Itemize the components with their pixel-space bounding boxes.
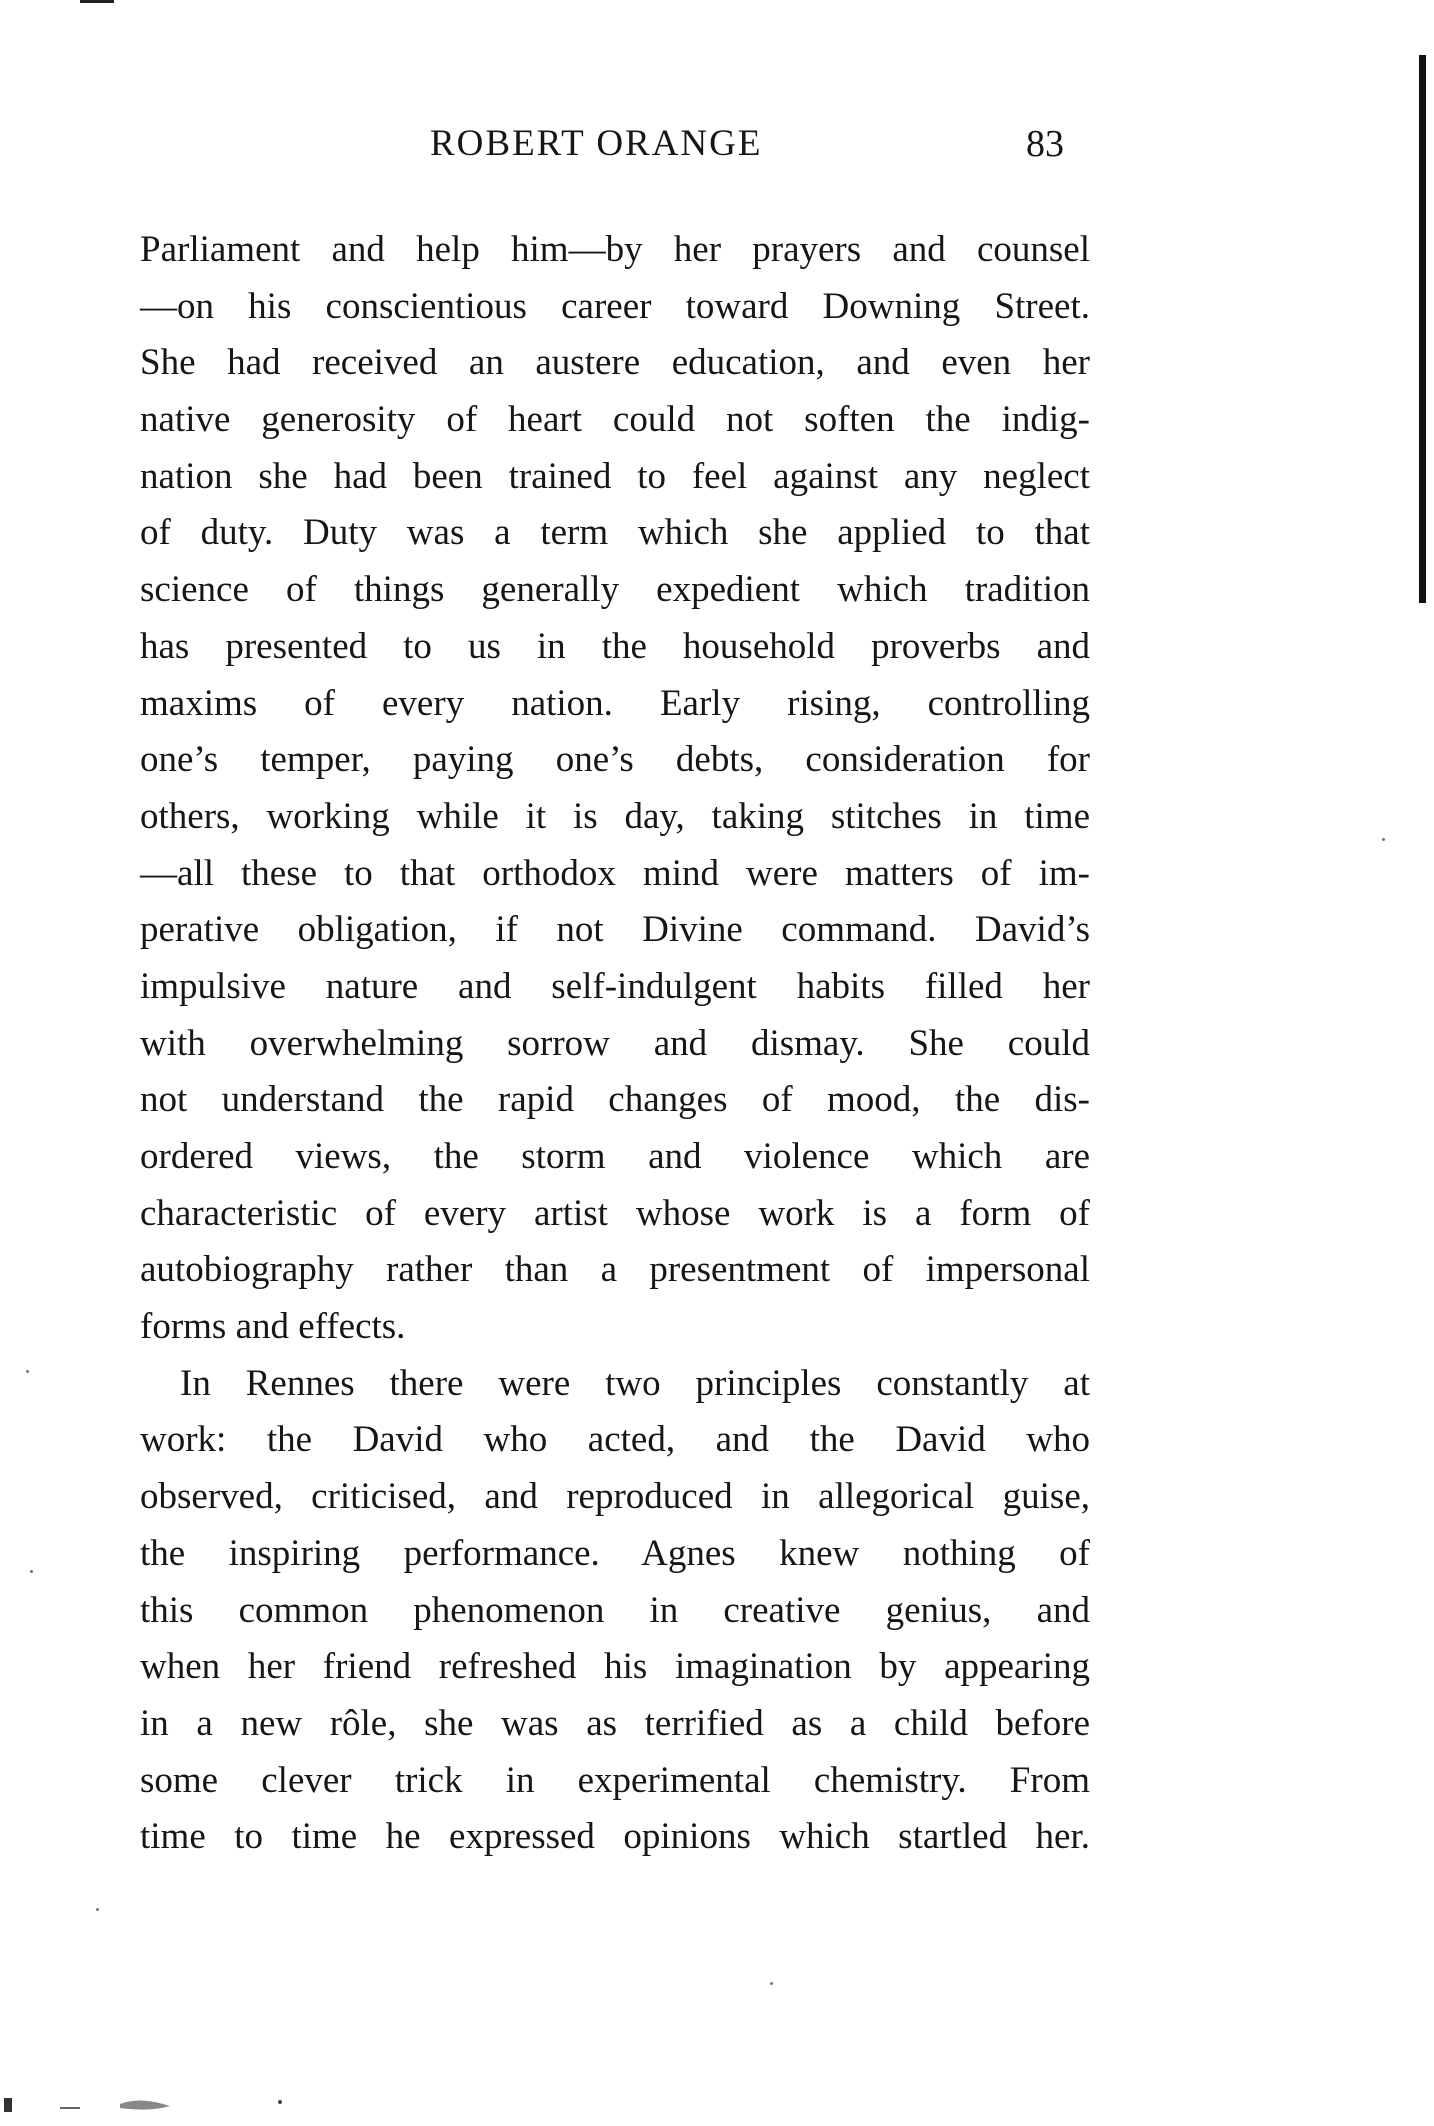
speckle bbox=[30, 1570, 33, 1573]
smudge-mark bbox=[4, 2098, 12, 2112]
text-line: nation she had been trained to feel against any neglect bbox=[140, 455, 1090, 497]
text-line: in a new rôle, she was as terrified as a child before bbox=[140, 1702, 1090, 1744]
speckle bbox=[770, 1982, 773, 1985]
text-line: time to time he expressed opinions which startled her. bbox=[140, 1816, 1090, 1858]
speckle bbox=[26, 1370, 29, 1373]
running-title: ROBERT ORANGE bbox=[430, 123, 763, 164]
text-line: autobiography rather than a presentment of impersonal bbox=[140, 1249, 1090, 1291]
speckle bbox=[96, 1908, 99, 1911]
page-number: 83 bbox=[1026, 123, 1064, 165]
running-head bbox=[140, 114, 1090, 174]
text-line: forms and effects. bbox=[140, 1306, 406, 1348]
text-line: this common phenomenon in creative genius, and bbox=[140, 1589, 1090, 1631]
text-line: perative obligation, if not Divine command. David’s bbox=[140, 909, 1090, 951]
text-line: ordered views, the storm and violence which are bbox=[140, 1136, 1090, 1177]
text-line: Parliament and help him—by her prayers and counsel bbox=[140, 229, 1090, 270]
text-line: impulsive nature and self-indulgent habits filled her bbox=[140, 965, 1090, 1007]
text-line: when her friend refreshed his imagination by appearing bbox=[140, 1646, 1090, 1688]
speckle bbox=[1382, 838, 1385, 841]
text-line: science of things generally expedient which tradition bbox=[140, 569, 1090, 611]
text-line: native generosity of heart could not soften the indig- bbox=[140, 399, 1090, 441]
text-line: —on his conscientious career toward Downing Street. bbox=[140, 285, 1090, 327]
text-line: one’s temper, paying one’s debts, consideration for bbox=[140, 739, 1090, 781]
text-line: of duty. Duty was a term which she applied to that bbox=[140, 512, 1090, 554]
body-text bbox=[140, 222, 1090, 1866]
text-line: others, working while it is day, taking stitches in time bbox=[140, 795, 1090, 837]
text-line: maxims of every nation. Early rising, controlling bbox=[140, 682, 1090, 724]
text-line: She had received an austere education, and even her bbox=[140, 342, 1090, 384]
paragraph-2 bbox=[140, 1356, 1090, 1866]
text-line: the inspiring performance. Agnes knew nothing of bbox=[140, 1532, 1090, 1574]
page-edge-shadow bbox=[1419, 55, 1426, 603]
text-line: with overwhelming sorrow and dismay. She could bbox=[140, 1022, 1090, 1064]
text-line: some clever trick in experimental chemistry. From bbox=[140, 1759, 1090, 1801]
text-line: In Rennes there were two principles constantly at bbox=[180, 1362, 1090, 1404]
bottom-smudge bbox=[0, 2090, 320, 2120]
text-line: observed, criticised, and reproduced in allegorical guise, bbox=[140, 1476, 1090, 1518]
text-line: work: the David who acted, and the David who bbox=[140, 1419, 1090, 1461]
text-line: —all these to that orthodox mind were matters of im- bbox=[140, 852, 1090, 894]
text-line: characteristic of every artist whose work is a form of bbox=[140, 1192, 1090, 1234]
text-line: has presented to us in the household proverbs and bbox=[140, 625, 1090, 667]
paragraph-1 bbox=[140, 222, 1090, 1356]
smudge-mark bbox=[120, 2100, 170, 2109]
smudge-mark bbox=[278, 2100, 282, 2104]
text-line: not understand the rapid changes of mood, the dis- bbox=[140, 1079, 1090, 1121]
top-edge-mark bbox=[80, 0, 114, 3]
